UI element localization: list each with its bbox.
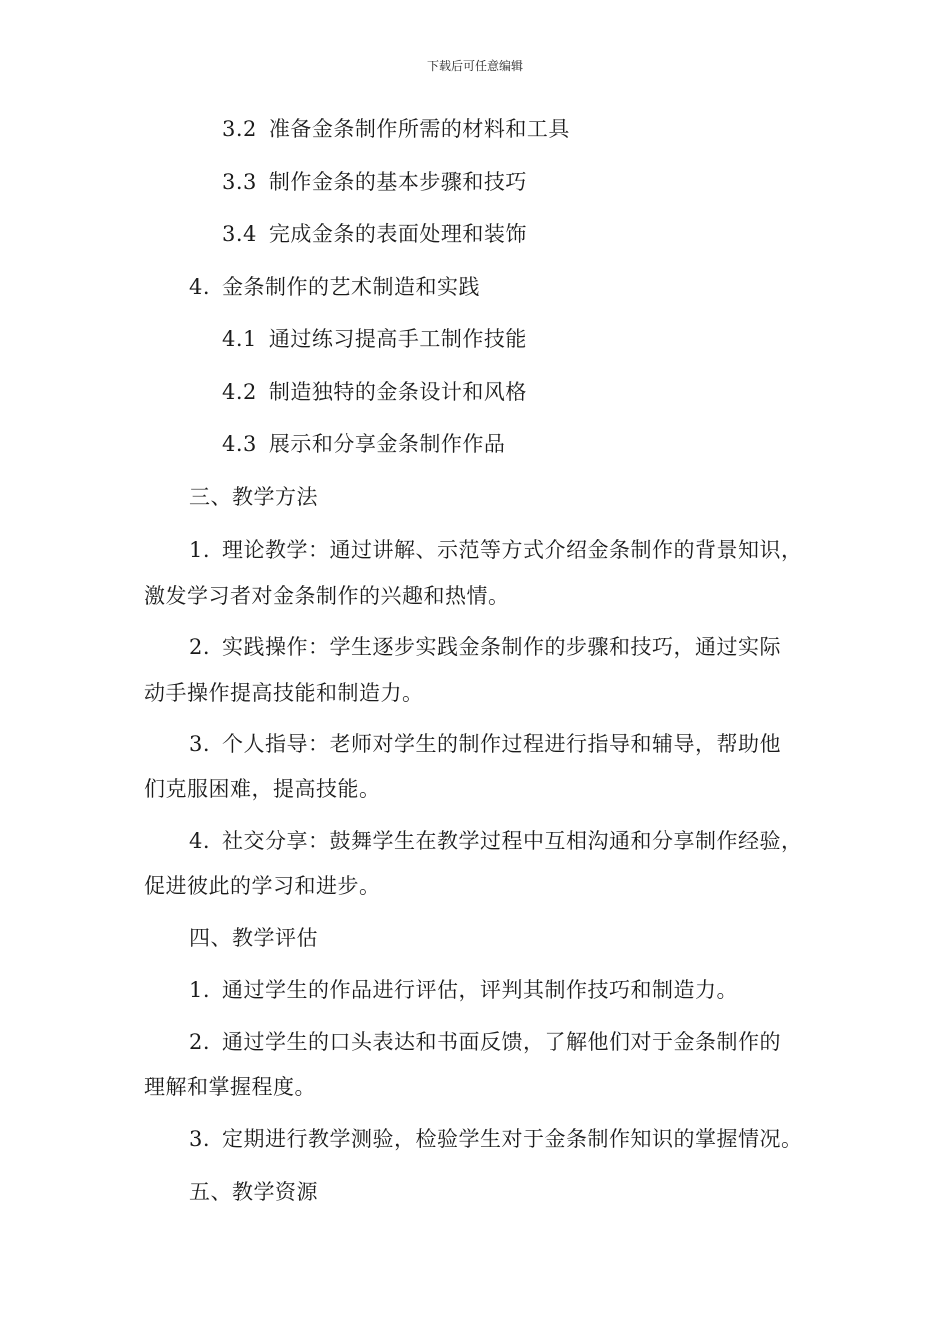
method-item-4-continued (144, 873, 381, 899)
section-heading-teaching-methods (189, 484, 318, 510)
outline-item-4-1 (222, 326, 527, 352)
method-item-1-continued (144, 583, 510, 609)
item-text: 通过练习提高手工制作技能 (268, 327, 527, 351)
heading-text: 五、教学资源 (189, 1180, 318, 1204)
outline-item-3-3 (222, 169, 527, 195)
item-number: 3. (189, 1127, 211, 1151)
item-text: 社交分享：鼓舞学生在教学过程中互相沟通和分享制作经验， (222, 829, 803, 853)
item-number: 4. (189, 829, 211, 853)
method-item-2-continued (144, 680, 424, 706)
item-text: 们克服困难，提高技能。 (144, 777, 381, 801)
evaluation-item-2 (189, 1029, 781, 1055)
item-number: 2. (189, 1030, 211, 1054)
item-text: 通过学生的口头表达和书面反馈，了解他们对于金条制作的 (222, 1030, 782, 1054)
section-heading-teaching-evaluation (189, 925, 318, 951)
item-number: 4.3 (222, 432, 257, 456)
item-text: 个人指导：老师对学生的制作过程进行指导和辅导，帮助他 (222, 732, 782, 756)
method-item-3 (189, 731, 781, 757)
evaluation-item-3 (189, 1126, 803, 1152)
outline-item-4 (189, 274, 480, 300)
item-text: 动手操作提高技能和制造力。 (144, 681, 424, 705)
header-note: 下载后可任意编辑 (426, 59, 523, 73)
evaluation-item-2-continued (144, 1074, 316, 1100)
heading-text: 四、教学评估 (189, 926, 318, 950)
item-text: 激发学习者对金条制作的兴趣和热情。 (144, 584, 510, 608)
item-text: 定期进行教学测验，检验学生对于金条制作知识的掌握情况。 (222, 1127, 803, 1151)
evaluation-item-1 (189, 977, 738, 1003)
item-text: 理论教学：通过讲解、示范等方式介绍金条制作的背景知识， (222, 538, 803, 562)
outline-item-4-3 (222, 431, 505, 457)
item-text: 促进彼此的学习和进步。 (144, 874, 381, 898)
method-item-4 (189, 828, 803, 854)
item-number: 4.2 (222, 380, 257, 404)
method-item-3-continued (144, 776, 381, 802)
heading-text: 三、教学方法 (189, 485, 318, 509)
outline-item-3-2 (222, 116, 570, 142)
item-text: 制作金条的基本步骤和技巧 (268, 170, 527, 194)
item-number: 2. (189, 635, 211, 659)
item-text: 金条制作的艺术制造和实践 (222, 275, 481, 299)
outline-item-3-4 (222, 221, 527, 247)
item-number: 4. (189, 275, 211, 299)
item-text: 制造独特的金条设计和风格 (268, 380, 527, 404)
method-item-2 (189, 634, 781, 660)
item-number: 3.3 (222, 170, 257, 194)
item-number: 1. (189, 978, 211, 1002)
section-heading-teaching-resources (189, 1179, 318, 1205)
item-text: 展示和分享金条制作作品 (268, 432, 506, 456)
item-number: 3. (189, 732, 211, 756)
item-number: 3.2 (222, 117, 257, 141)
item-number: 1. (189, 538, 211, 562)
item-number: 4.1 (222, 327, 257, 351)
item-text: 实践操作：学生逐步实践金条制作的步骤和技巧，通过实际 (222, 635, 782, 659)
item-text: 理解和掌握程度。 (144, 1075, 316, 1099)
item-text: 准备金条制作所需的材料和工具 (268, 117, 570, 141)
item-number: 3.4 (222, 222, 257, 246)
item-text: 完成金条的表面处理和装饰 (268, 222, 527, 246)
method-item-1 (189, 537, 803, 563)
item-text: 通过学生的作品进行评估，评判其制作技巧和制造力。 (222, 978, 739, 1002)
outline-item-4-2 (222, 379, 527, 405)
